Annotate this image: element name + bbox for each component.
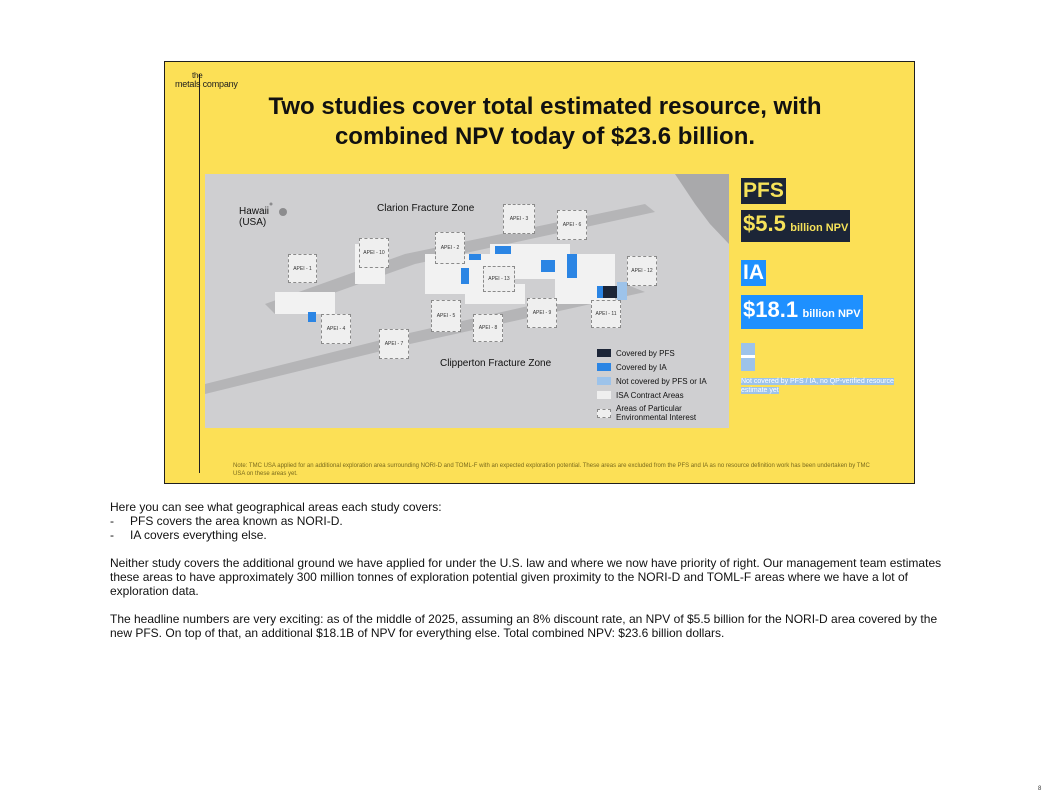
headline-line-2: combined NPV today of $23.6 billion. xyxy=(334,123,756,150)
hawaii-island xyxy=(270,203,273,206)
map xyxy=(205,174,729,428)
logo-the-text: the xyxy=(192,71,203,80)
apei-box xyxy=(359,238,389,268)
bullet-dash: - xyxy=(110,514,114,528)
isa-area xyxy=(275,292,335,314)
not-covered-note-text: Not covered by PFS / IA, no QP-verified resource estimate yet xyxy=(741,378,894,394)
legend-swatch xyxy=(597,377,611,385)
legend-label: Not covered by PFS or IA xyxy=(616,376,707,386)
clipperton-fracture-label: Clipperton Fracture Zone xyxy=(440,358,552,369)
apei-label: APEI - 2 xyxy=(440,245,460,251)
apei-label: APEI - 6 xyxy=(562,222,582,228)
hawaii-label: Hawaii (USA) xyxy=(239,206,270,228)
slide-footnote: Note: TMC USA applied for an additional exploration area surrounding NORI-D and TOML-F with an expected exploration potential. These areas are excluded from the PFS and IA as no resource definition work has been undertaken by TMC USA on these areas yet. xyxy=(233,463,870,477)
legend-swatch xyxy=(597,391,611,399)
apei-label: APEI - 13 xyxy=(488,276,510,282)
legend-label: ISA Contract Areas xyxy=(616,390,684,400)
ia-area xyxy=(469,254,481,260)
legend-swatch xyxy=(597,349,611,357)
apei-box xyxy=(431,300,461,332)
apei-label: APEI - 5 xyxy=(436,313,456,319)
apei-box xyxy=(321,314,351,344)
notes-bullet xyxy=(110,528,950,542)
legend-swatch xyxy=(597,363,611,371)
coastline-shape xyxy=(675,174,729,244)
notes-bullet xyxy=(110,514,950,528)
notes-intro: Here you can see what geographical areas each study covers: xyxy=(110,500,442,514)
not-covered-note xyxy=(741,377,901,395)
notes-paragraph: Neither study covers the additional ground we have applied for under the U.S. law and where we now have priority of right. Our management team estimates these areas to have approximately 300 million tonnes of exploration potential given proximity to the NORI-D and TOML-F areas where we have a lot of exploration data. xyxy=(110,556,942,598)
speaker-notes xyxy=(110,500,950,654)
apei-box xyxy=(503,204,535,234)
apei-box xyxy=(435,232,465,264)
apei-label: APEI - 8 xyxy=(478,325,498,331)
not-covered-area xyxy=(617,282,627,300)
legend-item-isa xyxy=(597,388,707,402)
ia-area xyxy=(495,246,511,254)
apei-label: APEI - 12 xyxy=(631,268,653,274)
headline-line-1: Two studies cover total estimated resource, with xyxy=(268,93,822,120)
legend-item-pfs xyxy=(597,346,707,360)
apei-box xyxy=(483,266,515,292)
bullet-text: PFS covers the area known as NORI-D. xyxy=(130,514,343,528)
apei-box xyxy=(379,329,409,359)
legend-item-apei xyxy=(597,402,707,424)
ia-npv-number: $18.1 xyxy=(743,297,799,322)
legend-item-ia xyxy=(597,360,707,374)
legend-label-line: Environmental Interest xyxy=(616,413,697,422)
ia-area xyxy=(597,286,603,298)
company-logo xyxy=(175,72,238,88)
pfs-npv-unit: billion NPV xyxy=(790,222,849,234)
hawaii-island xyxy=(279,208,287,216)
legend-label: Covered by PFS xyxy=(616,348,675,358)
apei-box xyxy=(627,256,657,286)
pfs-npv-value xyxy=(741,210,850,242)
legend-label-line: Areas of Particular xyxy=(616,404,682,413)
ia-area xyxy=(541,260,555,272)
page-number: 8 xyxy=(1038,786,1042,792)
ia-area xyxy=(567,254,577,278)
pfs-npv-number: $5.5 xyxy=(743,211,786,236)
apei-label: APEI - 4 xyxy=(326,326,346,332)
apei-label: APEI - 1 xyxy=(293,265,312,272)
ia-npv-unit: billion NPV xyxy=(802,308,861,320)
legend-item-not-covered xyxy=(597,374,707,388)
apei-box xyxy=(473,314,503,342)
ia-area xyxy=(308,312,316,322)
not-covered-swatch xyxy=(741,343,755,371)
slide-divider-line xyxy=(199,74,200,473)
notes-paragraph: The headline numbers are very exciting: as of the middle of 2025, assuming an 8% discount rate, an NPV of $5.5 billion for the NORI-D area covered by the new PFS. On top of that, an additional $18.1B of NPV for everything else. Total combined NPV: $23.6 billion dollars. xyxy=(110,612,938,640)
logo-name-text: metals company xyxy=(175,79,238,89)
apei-label: APEI - 9 xyxy=(532,310,552,316)
apei-label: APEI - 10 xyxy=(363,250,385,256)
apei-label: APEI - 7 xyxy=(384,341,404,347)
apei-box xyxy=(288,254,317,283)
clarion-fracture-label: Clarion Fracture Zone xyxy=(377,203,475,214)
legend-label xyxy=(616,404,696,422)
apei-box xyxy=(527,298,557,328)
ia-npv-value xyxy=(741,295,863,329)
apei-box xyxy=(591,300,621,328)
map-legend xyxy=(597,346,707,424)
pfs-area xyxy=(603,286,617,298)
bullet-text: IA covers everything else. xyxy=(130,528,267,542)
legend-swatch xyxy=(597,409,611,418)
apei-box xyxy=(557,210,587,240)
slide-headline xyxy=(225,92,865,152)
legend-label: Covered by IA xyxy=(616,362,667,372)
bullet-dash: - xyxy=(110,528,114,542)
pfs-label: PFS xyxy=(743,179,784,202)
ia-area xyxy=(461,268,469,284)
apei-label: APEI - 11 xyxy=(595,311,617,317)
slide xyxy=(164,61,915,484)
apei-label: APEI - 3 xyxy=(509,216,529,222)
ia-label: IA xyxy=(743,261,764,284)
